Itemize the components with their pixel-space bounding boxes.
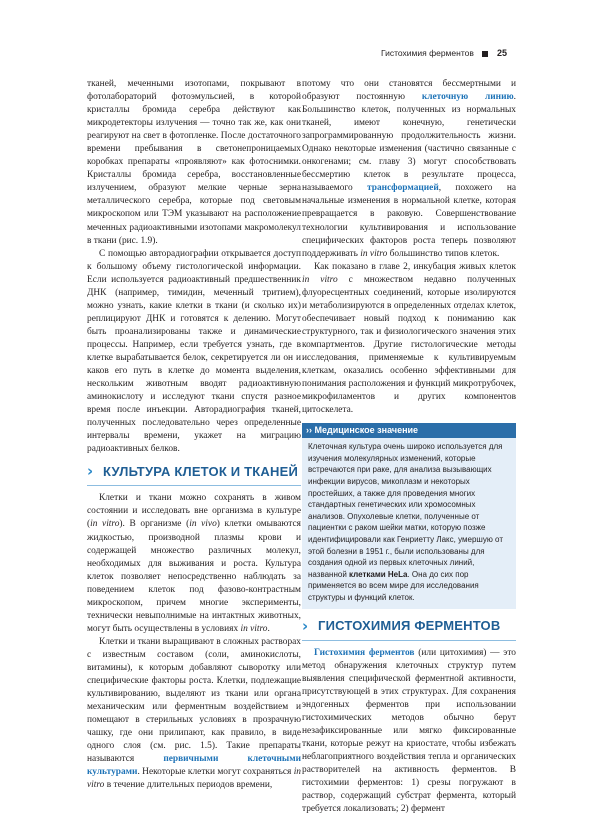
right-column: [302, 78, 516, 816]
heading-text: ГИСТОХИМИЯ ФЕРМЕНТОВ: [318, 618, 501, 634]
box-title: Медицинское значение: [314, 425, 419, 436]
paragraph: тканей, меченными изотопами, покрывают в фотолабораторий фотоэмульсией, в которой кристаллы бромида серебра действуют как микродетекторы излучения — точно так же, как они реагируют на свет в фотопленке. После достаточного времени пребывания в светонепроницаемых коробках препараты «проявляют» как фотоснимки. Кристаллы бромида серебра, восстановленные излучением, образуют мелкие черные зерна металлического серебра, которые под световым микроскопом или ТЭМ указывают на расположение меченных радиоактивными изотопами макромолекул в ткани (рис. 1.9).: [87, 79, 301, 246]
term-primary-cultures: первичными клеточными культурами: [87, 754, 301, 778]
paragraph: Как показано в главе 2, инкубация живых клеток in vitro с множеством недавно полученных флуоресцентных соединений, которые изолируются и метаболизируются в определенных отделах клеток, обеспечивает новый подход к пониманию как структурного, так и физиологического значения этих компартментов. Другие гистологические методы исследования, применяемые к культивируемым клеткам, оказались особенно эффективными для понимания расположения и функций микротрубочек, микрофиламентов и других компонентов цитоскелета.: [302, 261, 516, 416]
paragraph: потому что они становятся бессмертными и образуют постоянную клеточную линию. Большинство клеток, полученных из нормальных тканей, имеют конечную, генетически запрограммированную продолжительность жизни. Однако некоторые изменения (частично связанные с онкогенами; см. главу 3) могут способствовать бессмертию клеток в результате процесса, называемого трансформацией, похожего на начальные изменения в нормальной клетке, которая превращается в раковую. Совершенствование технологии культивирования и использование специфических факторов роста теперь позволяют поддерживать in vitro большинство типов клеток.: [302, 79, 516, 259]
heading-text: КУЛЬТУРА КЛЕТОК И ТКАНЕЙ: [103, 463, 298, 479]
box-title-bar: [302, 423, 516, 438]
section-title: Гистохимия ферментов: [381, 48, 474, 58]
left-column: [87, 78, 301, 792]
medical-application-box: [302, 423, 516, 608]
section-heading-enzyme-histochemistry: [302, 617, 516, 635]
page-number: 25: [497, 48, 508, 58]
paragraph: Гистохимия ферментов (или цитохимия) — это метод обнаружения клеточных структур путем выявления специфической ферментной активности, присутствующей в этих структурах. Для сохранения эндогенных ферментов при использовании гистохимических методов обычно берут незафиксированные или мягко фиксированные ткани, которые режут на криостате, чтобы избежать неблагоприятного воздействия тепла и органических растворителей на активность ферментов. В гистохимии ферментов: 1) срезы погружают в раствор, содержащий субстрат фермента, который требуется локализовать; 2) фермент: [302, 647, 516, 815]
heading-divider: [302, 640, 516, 641]
chevron-right-icon: ›: [87, 462, 94, 481]
term-enzyme-histochemistry: Гистохимия ферментов: [314, 647, 415, 658]
double-chevron-icon: ››: [306, 425, 312, 436]
section-heading-cell-culture: [87, 462, 301, 480]
term-cell-line: клеточную линию: [421, 92, 514, 103]
running-header: [0, 48, 600, 62]
square-bullet-icon: [482, 51, 488, 57]
paragraph: С помощью авторадиографии открывается доступ к большому объему гистологической информации. Если используется радиоактивный предшественник ДНК (например, тимидин, меченный тритием), можно узнать, какие клетки в ткани (и сколько их) реплицируют ДНК и готовятся к делению. Могут быть проанализированы также и динамические процессы. Например, если требуется узнать, где в клетке вырабатывается белок, секретируется ли он и каков его путь в клетке до момента выделения, нескольким животным вводят радиоактивную аминокислоту и исследуют ткани спустя разное время после инъекции. Авторадиография тканей, полученных последовательно через определенные интервалы времени, укажет на миграцию радиоактивных белков.: [87, 248, 301, 455]
paragraph: Клетки и ткани выращивают в сложных растворах с известным составом (соли, аминокислоты, витамины), к которым добавляют сыворотку или специфические факторы роста. Клетки, подлежащие культивированию, выделяют из ткани или органа механическим или ферментным воздействием и помещают в стерильных условиях в прозрачную чашку, где они прилипают, как правило, в виде одного слоя (см. рис. 1.5). Такие препараты называются первичными клеточными культурами. Некоторые клетки могут сохраняться in vitro в течение длительных периодов времени,: [87, 636, 301, 791]
heading-divider: [87, 485, 301, 486]
box-text: Клеточная культура очень широко используется для изучения молекулярных изменений, которые встречаются при раке, для анализа вызывающих инфекции вирусов, микоплазм и некоторых простейших, а также для проведения многих стандартных генетических или хромосомных анализов. Опухолевые клетки, полученные от пациентки с раком шейки матки, которую позже идентифицировали как Генриетту Лакс, умершую от этой болезни в 1951 г., были использованы для создания одной из первых клеточных линий, названной клетками HeLa. Она до сих пор применяется во всем мире для исследования структуры и функций клеток.: [308, 442, 503, 602]
term-hela: клетками HeLa: [349, 569, 408, 579]
paragraph: Клетки и ткани можно сохранять в живом состоянии и исследовать вне организма в культуре (in vitro). В организме (in vivo) клетки омываются жидкостью, производной плазмы крови и содержащей множество различных молекул, необходимых для выживания и роста. Культура клеток позволяет непосредственно наблюдать за поведением клеток под фазово-контрастным микроскопом, причем многие эксперименты, технически невыполнимые на интактных животных, могут быть осуществлены в условиях in vitro.: [87, 493, 301, 634]
term-transformation: трансформацией: [367, 183, 439, 194]
chevron-right-icon: ›: [302, 616, 309, 635]
